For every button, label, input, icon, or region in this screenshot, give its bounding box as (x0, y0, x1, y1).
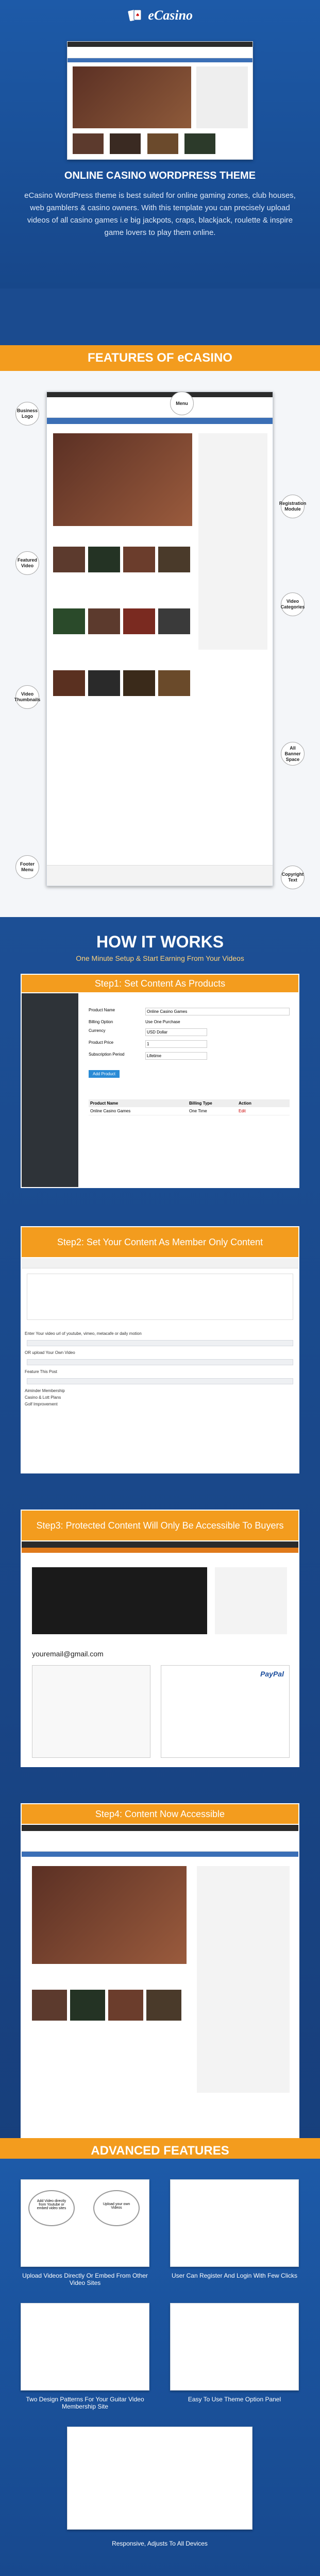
field-label: Currency (89, 1028, 106, 1033)
callout-video-thumbnails: Video Thumbnails (15, 685, 39, 709)
adv-register-image (170, 2179, 299, 2267)
callout-featured-video: Featured Video (15, 551, 39, 575)
checkbox-golf[interactable]: Golf Improvement (25, 1402, 58, 1406)
price-input[interactable]: 1 (145, 1040, 207, 1048)
product-name-input[interactable]: Online Casino Games (145, 1008, 290, 1015)
callout-footer-menu: Footer Menu (15, 855, 39, 879)
callout-business-logo: Business Logo (15, 402, 39, 426)
checkbox-casino[interactable]: Casino & Lott Plans (25, 1395, 61, 1400)
edit-link[interactable]: Edit (239, 1109, 246, 1113)
callout-banner-space: All Banner Space (281, 742, 305, 766)
add-product-button[interactable]: Add Product (89, 1070, 120, 1078)
upload-video-input[interactable] (27, 1359, 293, 1365)
caption-register: User Can Register And Login With Few Clicks (171, 2272, 298, 2279)
how-it-works-section (0, 917, 320, 2159)
field-label: Product Price (89, 1040, 114, 1045)
paypal-logo: PayPal (260, 1670, 284, 1678)
step-4-body (21, 1824, 299, 2143)
hero-section (0, 0, 320, 289)
adv-upload-image (21, 2179, 149, 2267)
page-title: ONLINE CASINO WORDPRESS THEME (64, 170, 256, 181)
table-cell: One Time (189, 1109, 207, 1113)
featured-video (73, 66, 191, 128)
features-screenshot (46, 392, 273, 886)
callout-menu: Menu (170, 392, 194, 415)
adv-design-image (21, 2303, 149, 2391)
callout-copyright: Copyright Text (281, 866, 305, 889)
membership-label: Aiminder Membership (25, 1388, 65, 1393)
currency-select[interactable]: USD Dollar (145, 1028, 207, 1036)
brand-logo-text: eCasino (148, 8, 193, 23)
bubble-right: Upload your own Videos (93, 2190, 140, 2226)
video-url-input[interactable] (27, 1340, 293, 1346)
step-3-header: Step3: Protected Content Will Only Be Accessible To Buyers (21, 1510, 299, 1540)
step-2-body (21, 1257, 299, 1473)
step-3-body (21, 1540, 299, 1767)
step-4-header: Step4: Content Now Accessible (21, 1803, 299, 1824)
field-label: Billing Option (89, 1020, 113, 1024)
adv-options-image (170, 2303, 299, 2391)
table-row (89, 1107, 290, 1115)
field-label: Product Name (89, 1008, 115, 1012)
how-title: HOW IT WORKS (96, 933, 224, 951)
feature-post-label: Feature This Post (25, 1369, 57, 1374)
bubble-left: Add Video directly from Youtube or embed video sites (28, 2190, 75, 2226)
caption-options: Easy To Use Theme Option Panel (188, 2396, 281, 2403)
adv-responsive-image (67, 2427, 252, 2530)
features-banner: FEATURES OF eCASINO (0, 345, 320, 371)
brand-logo (0, 7, 320, 24)
step-1-header: Step1: Set Content As Products (21, 974, 299, 992)
table-header: Action (239, 1101, 251, 1106)
playing-cards-icon (127, 7, 144, 24)
email-text: youremail@gmail.com (32, 1650, 104, 1658)
table-header: Billing Type (189, 1101, 212, 1106)
how-subtitle: One Minute Setup & Start Earning From Your Videos (76, 954, 244, 962)
field-label: Subscription Period (89, 1052, 125, 1057)
svg-text:♠: ♠ (135, 13, 140, 18)
feature-post-input[interactable] (27, 1378, 293, 1384)
step-1-body (21, 992, 299, 1188)
video-url-label: Enter Your video url of youtube, vimeo, metacafe or daily motion (25, 1331, 142, 1336)
step-2-header: Step2: Set Your Content As Member Only Content (21, 1226, 299, 1257)
upload-video-label: OR upload Your Own Video (25, 1350, 75, 1355)
caption-responsive: Responsive, Adjusts To All Devices (112, 2540, 208, 2547)
callout-video-categories: Video Categories (281, 592, 305, 616)
subscription-select[interactable]: Lifetime (145, 1052, 207, 1060)
billing-option[interactable]: Use One Purchase (145, 1020, 180, 1024)
table-cell: Online Casino Games (90, 1109, 131, 1113)
advanced-banner: ADVANCED FEATURES (0, 2138, 320, 2164)
caption-upload: Upload Videos Directly Or Embed From Other Video Sites (22, 2272, 148, 2286)
callout-registration: Registration Module (281, 495, 305, 518)
table-header: Product Name (90, 1101, 119, 1106)
hero-description: eCasino WordPress theme is best suited for online gaming zones, club houses, web gamblers & casino owners. With this template you can precisely upload videos of all casino games i.e big jackpots, craps, blackjack, roulette & inspire game lovers to play them online. (24, 191, 296, 237)
hero-screenshot (67, 41, 253, 160)
caption-design: Two Design Patterns For Your Guitar Video Membership Site (26, 2396, 144, 2410)
features-section (0, 371, 320, 917)
advanced-section (0, 2159, 320, 2576)
